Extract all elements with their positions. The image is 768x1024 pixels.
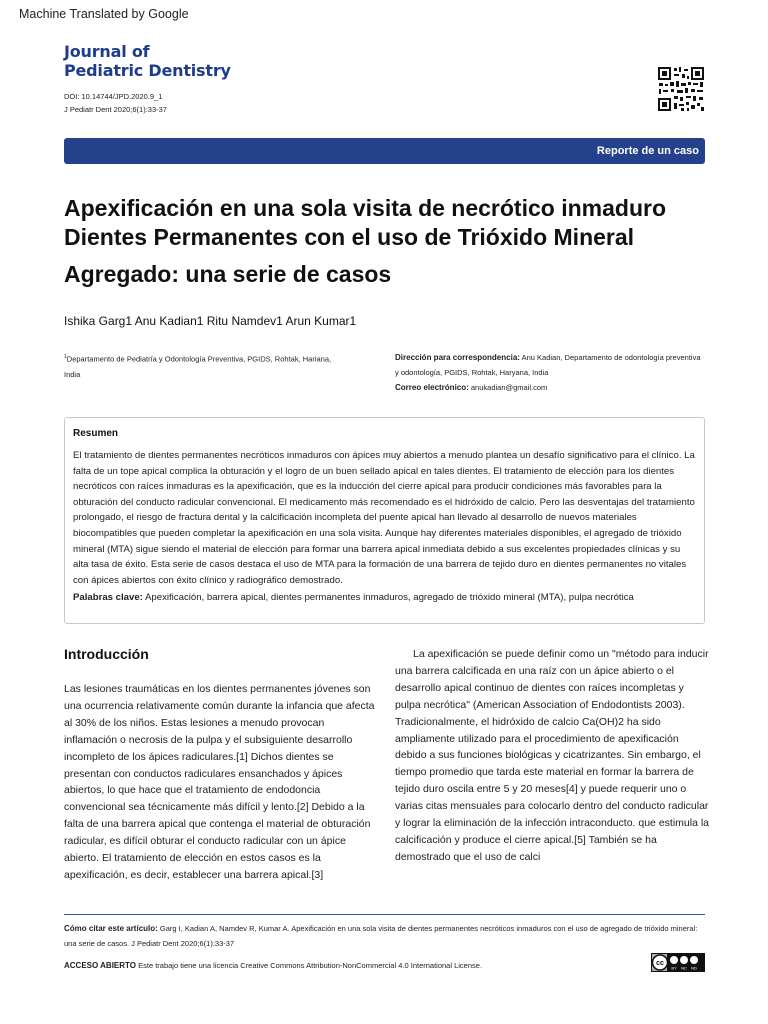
section-label: Reporte de un caso bbox=[596, 145, 699, 157]
title-line1: Apexificación en una sola visita de necrótico inmaduro bbox=[64, 195, 666, 221]
journal-logo bbox=[64, 42, 231, 80]
open-access-label: ACCESO ABIERTO bbox=[64, 961, 137, 970]
correspondence-label: Dirección para correspondencia: bbox=[395, 353, 520, 362]
abstract-box bbox=[64, 417, 705, 624]
affiliation-text: Departamento de Pediatría y Odontología Preventiva, PGIDS, Rohtak, Hariana, India bbox=[64, 354, 332, 379]
nd-label: ND bbox=[691, 965, 697, 971]
keywords-label: Palabras clave: bbox=[73, 592, 143, 604]
keywords-text: Apexificación, barrera apical, dientes permanentes inmaduros, agregado de trióxido mineral (MTA), pulpa necrótica bbox=[145, 592, 634, 604]
introduction-left-text: Las lesiones traumáticas en los dientes permanentes jóvenes son una ocurrencia relativamente común durante la infancia que afecta al 30% de los niños. Estas lesiones a menudo provocan inflamación o necrosis de la pulpa y el subsiguiente desarrollo incompleto de los ápices radiculares.[1] Dichos dientes se presentan con conductos radiculares ensanchados y ápices abiertos, lo que hace que el tratamiento de endodoncia convencional sea técnicamente más difícil y lento.[2] Debido a la falta de una barrera apical que contenga el material de obturación radicular, es difícil obturar el conducto radicular con un ápice abierto. El tratamiento de elección en estos casos es la apexificación, es decir, establecer una barrera apical.[3] bbox=[64, 683, 375, 881]
journal-name-line2: Pediatric Dentistry bbox=[64, 61, 231, 80]
left-column bbox=[64, 646, 376, 884]
abstract-heading: Resumen bbox=[73, 428, 119, 439]
title-line2: Dientes Permanentes con el uso de Trióxido Mineral bbox=[64, 224, 635, 250]
title-line3: Agregado: una serie de casos bbox=[64, 261, 392, 287]
section-label-bar bbox=[64, 138, 705, 164]
citation-label: Cómo citar este artículo: bbox=[64, 924, 158, 933]
qr-code-icon bbox=[657, 66, 705, 112]
citation-block bbox=[64, 921, 709, 951]
affiliation-marker: 1 bbox=[64, 354, 67, 360]
abstract-text: El tratamiento de dientes permanentes necróticos inmaduros con ápices muy abiertos a menudo plantea un desafío significativo para el clínico. La falta de un tope apical complica la obturación y el logro de un buen sellado apical en tales dientes. El tratamiento de elección para los dientes necróticos con raíces inmaduras es la apexificación, que es la inducción del cierre apical para producir condiciones más favorables para la obturación del conducto radicular convencional. El medicamento más recomendado es el hidróxido de calcio. Pero las desventajas del tratamiento prolongado, el riesgo de fractura dental y la calcificación incompleta del puente apical han llevado al desarrollo de nuevos materiales biocompatibles que pueden completar la apexificación en una sola visita. Aunque hay diferentes materiales disponibles, el agregado de trióxido mineral (MTA) sigue siendo el material de elección para formar una barrera apical inmediata debido a sus excelentes propiedades clínicas y su alta tasa de éxito. Esta serie de casos destaca el uso de MTA para la formación de una barrera de tejido duro en dientes permanentes no vitales con ápices abiertos con éxito clínico y radiográfico demostrado. bbox=[73, 450, 695, 586]
introduction-heading: Introducción bbox=[64, 646, 149, 662]
correspondence-text: Anu Kadian, Departamento de odontología preventiva y odontología, PGIDS, Rohtak, Haryana, India bbox=[395, 353, 701, 377]
right-column bbox=[395, 646, 711, 866]
cc-mark: cc bbox=[656, 960, 664, 967]
journal-name-line1: Journal of bbox=[64, 42, 150, 61]
email-label: Correo electrónico: bbox=[395, 383, 469, 392]
machine-translation-banner: Machine Translated by Google bbox=[19, 7, 189, 21]
doi-text: DOI: 10.14744/JPD.2020.9_1 bbox=[64, 92, 163, 101]
open-access-text: Este trabajo tiene una licencia Creative Commons Attribution-NonCommercial 4.0 International License. bbox=[138, 961, 483, 970]
email-link[interactable]: anukadian@gmail.com bbox=[470, 383, 548, 392]
nc-label: NC bbox=[681, 965, 687, 971]
author-list: Ishika Garg1 Anu Kadian1 Ritu Namdev1 Arun Kumar1 bbox=[64, 314, 357, 328]
footer-divider bbox=[64, 914, 705, 915]
creative-commons-license-icon[interactable] bbox=[651, 953, 705, 972]
article-title bbox=[64, 194, 714, 289]
correspondence bbox=[395, 350, 705, 395]
citation-text: Garg I, Kadian A, Namdev R, Kumar A. Apexificación en una sola visita de dientes permanentes necróticos inmaduros con el uso de agregado de trióxido mineral: una serie de casos. J Pediatr Dent 2020;6(1):33-37 bbox=[64, 924, 698, 948]
by-label: BY bbox=[671, 965, 677, 971]
doi-block bbox=[64, 90, 167, 116]
keywords bbox=[73, 592, 696, 603]
introduction-right-text: La apexificación se puede definir como un "método para inducir una barrera calcificada en una raíz con un ápice abierto o el desarrollo apical continuo de dientes con raíces incompletas y pulpa necrótica" (American Association of Endodontists 2003). Tradicionalmente, el hidróxido de calcio Ca(OH)2 ha sido ampliamente utilizado para el procedimiento de apexificación debido a sus funciones biológicas y cicatrizantes. Sin embargo, el tiempo promedio que tarda este material en formar la barrera de tejido duro oscila entre 5 y 20 meses[4] y puede requerir uno o varias citas mensuales para colocarlo dentro del conducto radicular y lograr la eliminación de la infección intraconducto. que estimula la calcificación y produce el cierre apical.[5] También se ha demostrado que el uso de calci bbox=[395, 648, 710, 863]
affiliation bbox=[64, 350, 344, 382]
open-access-note bbox=[64, 961, 482, 970]
journal-reference: J Pediatr Dent 2020;6(1):33-37 bbox=[64, 105, 167, 114]
